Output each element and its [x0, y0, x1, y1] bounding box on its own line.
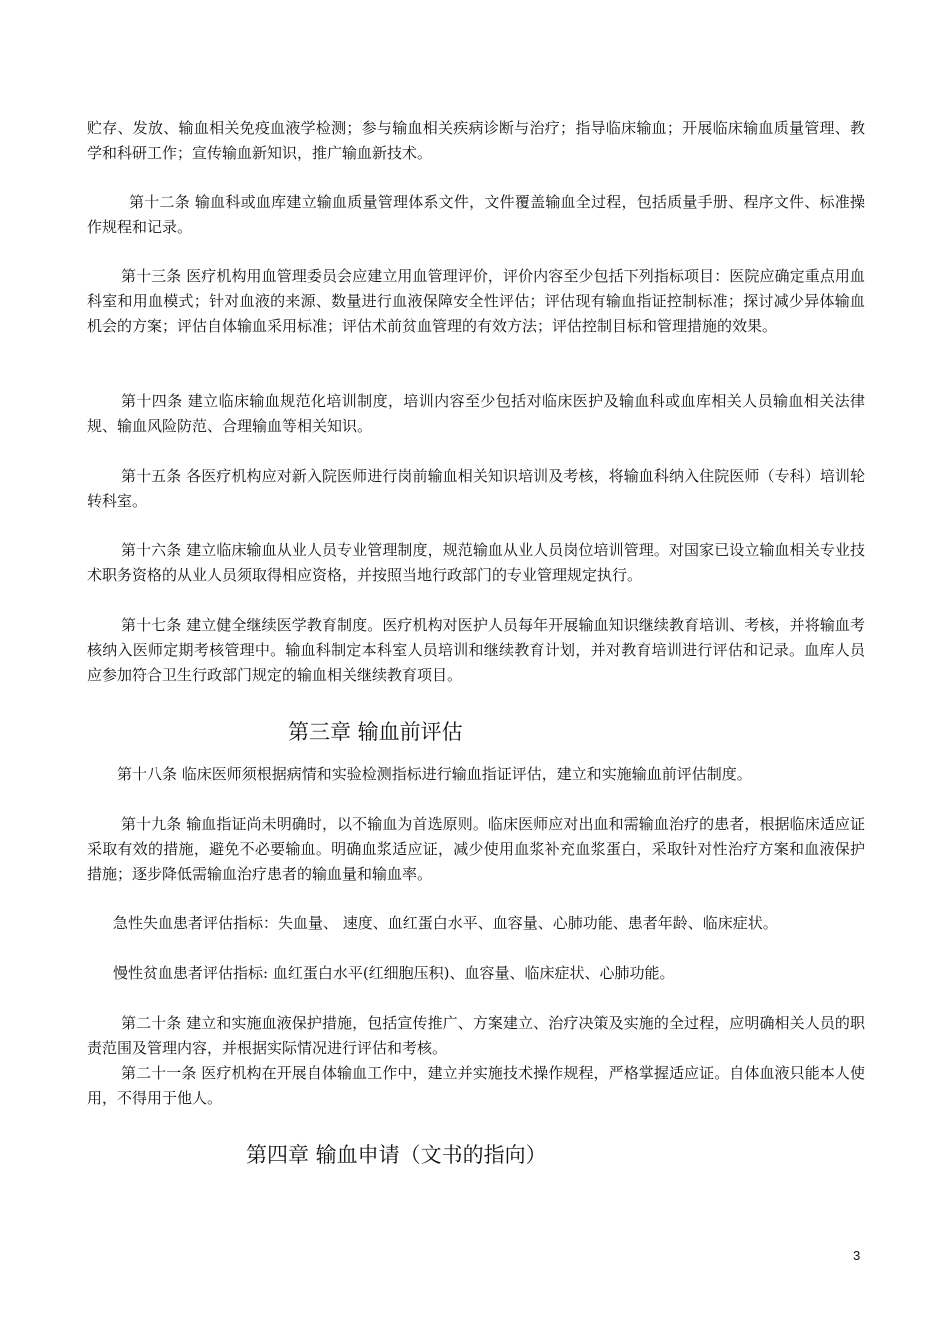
article-14 — [87, 389, 865, 439]
paragraph-text: 第十八条 临床医师须根据病情和实验检测指标进行输血指证评估，建立和实施输血前评估制度。 — [117, 765, 752, 783]
article-13 — [87, 264, 865, 339]
article-16 — [87, 538, 865, 588]
acute-criteria — [87, 911, 865, 936]
article-20 — [87, 1011, 865, 1061]
article-18 — [87, 762, 865, 787]
paragraph-text: 第十四条 建立临床输血规范化培训制度，培训内容至少包括对临床医护及输血科或血库相关人员输血相关法律规、输血风险防范、合理输血等相关知识。 — [87, 392, 865, 435]
paragraph-text: 贮存、发放、输血相关免疫血液学检测；参与输血相关疾病诊断与治疗；指导临床输血；开展临床输血质量管理、教学和科研工作；宣传输血新知识，推广输血新技术。 — [87, 119, 865, 162]
chapter-3-heading: 第三章 输血前评估 — [288, 720, 463, 744]
paragraph-text: 第十三条 医疗机构用血管理委员会应建立用血管理评价，评价内容至少包括下列指标项目：医院应确定重点用血科室和用血模式；针对血液的来源、数量进行血液保障安全性评估；评估现有输血指证控制标准；探讨减少异体输血机会的方案；评估自体输血采用标准；评估术前贫血管理的有效方法；评估控制目标和管理措施的效果。 — [87, 267, 865, 335]
paragraph-text: 第十九条 输血指证尚未明确时，以不输血为首选原则。临床医师应对出血和需输血治疗的患者，根据临床适应证采取有效的措施，避免不必要输血。明确血浆适应证，减少使用血浆补充血浆蛋白，采取针对性治疗方案和血液保护措施；逐步降低需输血治疗患者的输血量和输血率。 — [87, 815, 865, 883]
paragraph-text: 第十二条 输血科或血库建立输血质量管理体系文件，文件覆盖输血全过程，包括质量手册、程序文件、标准操作规程和记录。 — [87, 193, 865, 236]
chapter-4-heading: 第四章 输血申请（文书的指向） — [246, 1143, 547, 1167]
paragraph-text: 第二十一条 医疗机构在开展自体输血工作中，建立并实施技术操作规程，严格掌握适应证。自体血液只能本人使用，不得用于他人。 — [87, 1064, 865, 1107]
paragraph-text: 第十七条 建立健全继续医学教育制度。医疗机构对医护人员每年开展输血知识继续教育培训、考核，并将输血考核纳入医师定期考核管理中。输血科制定本科室人员培训和继续教育计划，并对教育培训进行评估和记录。血库人员应参加符合卫生行政部门规定的输血相关继续教育项目。 — [87, 616, 865, 684]
article-15 — [87, 464, 865, 514]
paragraph-text: 第十六条 建立临床输血从业人员专业管理制度，规范输血从业人员岗位培训管理。对国家已设立输血相关专业技术职务资格的从业人员须取得相应资格，并按照当地行政部门的专业管理规定执行。 — [87, 541, 865, 584]
paragraph-text: 急性失血患者评估指标：失血量、 速度、血红蛋白水平、血容量、心肺功能、患者年龄、临床症状。 — [113, 914, 778, 932]
article-12 — [87, 190, 865, 240]
chronic-criteria — [87, 961, 865, 986]
paragraph-text: 第二十条 建立和实施血液保护措施，包括宣传推广、方案建立、治疗决策及实施的全过程，应明确相关人员的职责范围及管理内容，并根据实际情况进行评估和考核。 — [87, 1014, 865, 1057]
paragraph-text: 第十五条 各医疗机构应对新入院医师进行岗前输血相关知识培训及考核，将输血科纳入住院医师（专科）培训轮转科室。 — [87, 467, 865, 510]
article-17 — [87, 613, 865, 688]
article-21 — [87, 1061, 865, 1111]
paragraph-text: 慢性贫血患者评估指标: 血红蛋白水平(红细胞压积)、血容量、临床症状、心肺功能。 — [113, 964, 675, 982]
page-number: 3 — [853, 1248, 861, 1263]
intro-paragraph — [87, 116, 865, 166]
article-19 — [87, 812, 865, 887]
